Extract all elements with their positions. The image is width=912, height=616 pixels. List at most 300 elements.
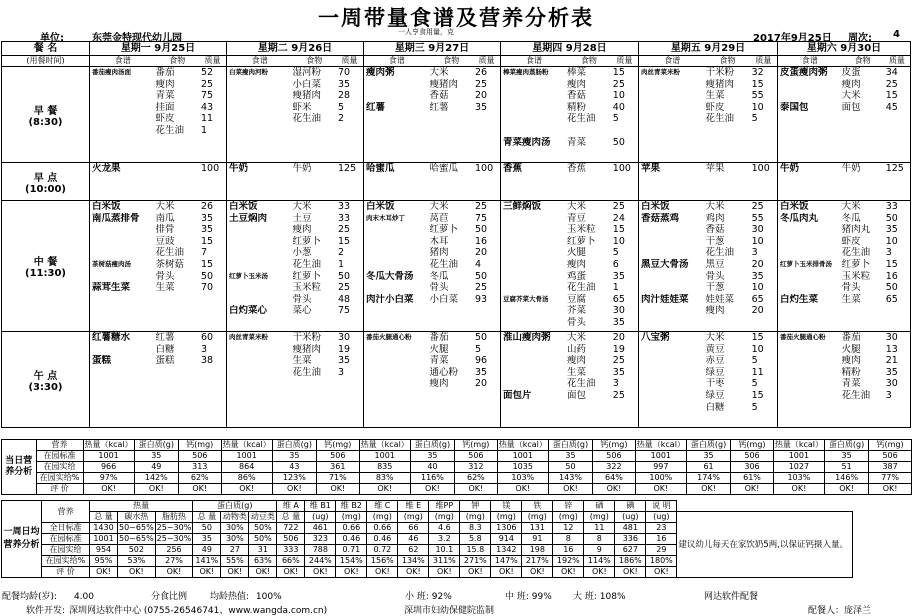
food-row xyxy=(640,113,776,125)
day-subheader xyxy=(90,56,227,67)
dish-name: 南瓜蒸排骨 xyxy=(92,212,140,224)
weekly-subheader: (ug) xyxy=(646,512,677,523)
weekly-subheader: (mg) xyxy=(522,512,553,523)
daily-value: 146% xyxy=(824,473,868,484)
weekly-value: 31 xyxy=(249,545,277,556)
food-name: 大米 xyxy=(841,201,861,212)
weekly-value: 35 xyxy=(193,534,221,545)
daily-nutrition-table xyxy=(1,439,912,495)
dish-name xyxy=(502,317,566,329)
food-weight: 25 xyxy=(201,78,214,90)
daily-col-header: 钙(mg) xyxy=(178,440,221,451)
daily-value: 387 xyxy=(869,462,912,473)
daily-value: 313 xyxy=(178,462,221,473)
food-row xyxy=(779,79,909,91)
food-name: 红薯 xyxy=(155,332,175,343)
day-header: 星期二 9月26日 xyxy=(227,42,364,56)
dish-name xyxy=(228,79,291,91)
food-row xyxy=(365,282,499,294)
footer-big-class: 大 班: 108% xyxy=(573,592,626,602)
food-name: 鸡蛋 xyxy=(566,270,586,282)
weekly-col-header: 硒 xyxy=(584,501,615,512)
food-row xyxy=(779,90,909,102)
food-name: 骨头 xyxy=(705,270,725,282)
food-row xyxy=(228,213,362,225)
food-row xyxy=(365,367,499,379)
subheader-weight: 质量 xyxy=(204,56,221,65)
weekly-subheader: 总 量 xyxy=(277,512,305,523)
weekly-value: 0.46 xyxy=(367,534,398,545)
weekly-subheader: (mg) xyxy=(429,512,460,523)
dish-name xyxy=(640,305,704,317)
food-row xyxy=(91,344,225,356)
dish-name xyxy=(228,282,291,294)
weekly-value: 50% xyxy=(249,523,277,534)
daily-value: 1035 xyxy=(497,462,548,473)
subheader-food: 食物 xyxy=(306,56,323,65)
dish-name xyxy=(365,79,428,91)
food-weight: 3 xyxy=(612,378,619,390)
daily-value: 306 xyxy=(731,462,774,473)
food-weight: 55 xyxy=(751,212,764,224)
food-name: 香菇 xyxy=(566,90,586,102)
dish-name xyxy=(502,224,566,236)
food-weight: 15 xyxy=(612,67,625,78)
weekly-value: 1342 xyxy=(491,545,522,556)
daily-value: 40 xyxy=(410,462,454,473)
food-weight: 35 xyxy=(475,101,488,113)
dish-name xyxy=(228,236,291,248)
weekly-col-header: 锌 xyxy=(553,501,584,512)
food-name: 瘦猪肉 xyxy=(705,78,734,90)
weekly-value: 192% xyxy=(553,556,584,567)
food-weight: 100 xyxy=(612,163,631,174)
daily-col-header: 蛋白质(g) xyxy=(134,440,178,451)
dish-name xyxy=(228,344,291,356)
daily-value: OK! xyxy=(83,484,134,495)
food-row xyxy=(779,355,909,367)
food-row xyxy=(228,332,362,344)
weekly-value: OK! xyxy=(398,567,429,578)
subheader-food: 食物 xyxy=(169,56,186,65)
weekly-value: 1306 xyxy=(491,523,522,534)
weekly-value: 15.8 xyxy=(460,545,491,556)
daily-value: 103% xyxy=(773,473,824,484)
dish-name xyxy=(779,79,841,91)
dish-name xyxy=(228,102,291,114)
daily-label: 当日营养分析 xyxy=(2,440,37,495)
weekly-subheader: (mg) xyxy=(336,512,367,523)
weekly-col-header: 钾 xyxy=(460,501,491,512)
dish-name xyxy=(640,90,704,102)
portion-note: 一人亨食用量，克 xyxy=(398,28,454,36)
food-weight: 25 xyxy=(612,389,625,401)
food-row xyxy=(502,332,637,344)
weekly-value: 25~30% xyxy=(156,534,192,543)
food-name: 玉米粒 xyxy=(292,282,321,294)
food-name: 花生油 xyxy=(155,124,184,136)
dish-name xyxy=(365,367,428,379)
food-weight: 10 xyxy=(751,282,764,294)
weekly-subheader: 动豆类 xyxy=(250,512,275,521)
meal-time: (3:30) xyxy=(28,381,63,393)
food-weight: 75 xyxy=(338,305,351,317)
food-name: 山药 xyxy=(566,343,586,355)
food-weight: 50 xyxy=(338,270,351,282)
subheader-weight: 质量 xyxy=(341,56,358,65)
food-name: 冬瓜 xyxy=(841,212,861,224)
daily-col-header: 蛋白质(g) xyxy=(824,440,868,451)
day-subheader xyxy=(227,56,364,67)
daily-col-header: 热量（kcal） xyxy=(636,440,685,449)
food-weight: 48 xyxy=(338,293,351,305)
food-weight: 21 xyxy=(885,355,898,367)
food-weight: 5 xyxy=(612,247,619,259)
daily-value: 1001 xyxy=(359,451,410,462)
food-name: 通心粉 xyxy=(429,366,458,378)
unit-name: 东莞金特现代幼儿园 xyxy=(92,33,182,44)
dish-name xyxy=(228,224,291,236)
daily-value: OK! xyxy=(359,484,410,495)
daily-value: 83% xyxy=(359,473,410,484)
food-row xyxy=(91,355,225,367)
daily-value: OK! xyxy=(455,484,498,495)
food-weight: 32 xyxy=(751,67,764,78)
weekly-value: 0.66 xyxy=(336,523,367,534)
food-name: 花生油 xyxy=(566,113,596,125)
weekly-value: 180% xyxy=(646,556,677,567)
weekly-value: 147% xyxy=(491,556,522,567)
weekly-value: 46 xyxy=(398,534,429,545)
day-header: 星期四 9月28日 xyxy=(501,42,639,56)
weekly-value: 50~65% xyxy=(119,534,154,543)
food-row xyxy=(640,67,776,79)
food-name: 花生油 xyxy=(705,113,734,125)
dish-name xyxy=(502,90,566,102)
food-row xyxy=(91,163,225,175)
weekly-value: 5.8 xyxy=(460,534,491,545)
food-name: 大米 xyxy=(155,201,175,212)
food-row xyxy=(91,213,225,225)
daily-value: 35 xyxy=(824,451,868,462)
food-name: 红萝卜 xyxy=(841,258,871,270)
dish-name xyxy=(228,259,291,271)
subheader-food: 食物 xyxy=(443,56,460,65)
food-name: 虾皮 xyxy=(841,235,861,247)
meal-label xyxy=(2,201,90,332)
weekly-value: 0.46 xyxy=(336,534,367,545)
dish-name: 冬瓜肉丸 xyxy=(780,212,819,224)
food-name: 面包 xyxy=(566,389,586,401)
food-weight: 20 xyxy=(475,247,488,259)
food-row xyxy=(779,332,909,344)
food-row xyxy=(91,125,225,137)
weekly-subheader: 总 量 xyxy=(90,512,118,523)
daily-value: 97% xyxy=(83,473,134,484)
page-title: 一周带量食谱及营养分析表 xyxy=(318,6,594,30)
daily-value: 174% xyxy=(686,473,730,484)
food-name: 瘦肉 xyxy=(566,258,586,270)
food-weight: 25 xyxy=(612,78,625,90)
footer-ratio: 分食比例 xyxy=(151,592,188,602)
food-row xyxy=(228,224,362,236)
weekly-subheader: (mg) xyxy=(553,512,584,523)
food-row xyxy=(502,390,637,402)
weekly-note-title: 说 明 xyxy=(646,501,677,512)
dish-name xyxy=(502,344,566,356)
weekly-label: 一周日均营养分析 xyxy=(2,501,42,578)
food-row xyxy=(640,390,776,402)
food-row xyxy=(91,282,225,294)
food-name: 瘦肉 xyxy=(292,224,312,236)
dish-name xyxy=(502,271,566,283)
daily-value: 71% xyxy=(316,473,359,484)
meal-label xyxy=(2,332,90,428)
food-row xyxy=(502,236,637,248)
food-weight: 20 xyxy=(751,258,764,270)
footer-small-class: 小 班: 92% xyxy=(405,592,452,602)
food-row xyxy=(640,355,776,367)
dish-name xyxy=(228,367,291,379)
food-name: 黄豆 xyxy=(705,343,725,355)
daily-value: 61 xyxy=(686,462,730,473)
food-weight: 26 xyxy=(201,201,214,212)
food-weight: 15 xyxy=(885,90,898,102)
food-row xyxy=(365,259,499,271)
food-name: 大米 xyxy=(429,67,449,78)
food-name: 木耳 xyxy=(429,235,449,247)
food-name: 绿豆 xyxy=(705,366,725,378)
food-row xyxy=(91,90,225,102)
dish-name: 淮山瘦肉粥 xyxy=(503,332,551,343)
food-name: 娃娃菜 xyxy=(705,293,734,305)
footer-cook: 配餐人：庞泽兰 xyxy=(808,606,872,616)
meal-day-cell xyxy=(501,163,639,201)
food-row xyxy=(779,67,909,79)
weekly-value: 1001 xyxy=(90,534,118,545)
food-row xyxy=(779,247,909,259)
food-weight: 30 xyxy=(885,378,898,390)
weekly-subheader: (ug) xyxy=(615,512,646,523)
day-header: 星期六 9月30日 xyxy=(778,42,911,56)
weekly-subheader: (mg) xyxy=(460,512,491,523)
food-row xyxy=(502,224,637,236)
daily-col-header: 钙(mg) xyxy=(455,440,498,451)
food-row xyxy=(502,305,637,317)
dish-name xyxy=(228,90,291,102)
food-row xyxy=(640,367,776,379)
food-name: 芥菜 xyxy=(566,305,586,317)
food-name: 蛋糕 xyxy=(155,355,175,367)
food-weight: 100 xyxy=(201,163,220,174)
day-header: 星期三 9月27日 xyxy=(364,42,501,56)
food-weight: 20 xyxy=(612,332,625,343)
dish-name: 香蕉 xyxy=(503,163,523,174)
daily-col-header: 热量（kcal） xyxy=(360,440,409,449)
daily-value: OK! xyxy=(548,484,592,495)
food-row xyxy=(365,344,499,356)
dish-name xyxy=(365,378,428,390)
food-row xyxy=(91,102,225,114)
food-name: 面包 xyxy=(841,101,861,113)
food-row xyxy=(502,317,637,329)
food-name: 棒菜 xyxy=(566,67,586,78)
dish-name xyxy=(779,282,841,294)
subheader-recipe: 食谱 xyxy=(664,56,681,65)
food-name: 鸡肉 xyxy=(705,212,725,224)
food-row xyxy=(365,355,499,367)
dish-name xyxy=(640,236,704,248)
meal-name: 午 点 xyxy=(33,370,58,382)
food-name: 火腿 xyxy=(566,247,586,259)
food-name: 菜心 xyxy=(292,305,312,317)
weekly-value: 8 xyxy=(553,534,584,545)
weekly-col-header: 碘 xyxy=(615,501,646,512)
footer-developer: 软件开发: 深圳网达软件中心 (0755-26546741、www.wangda.com.cn) xyxy=(26,606,328,616)
food-weight: 50 xyxy=(885,212,898,224)
food-name: 花生油 xyxy=(155,247,184,259)
weekly-value: 16 xyxy=(553,545,584,556)
food-row xyxy=(228,201,362,213)
food-weight: 30 xyxy=(751,224,764,236)
meal-time: (10:00) xyxy=(25,183,66,195)
food-name: 香菇 xyxy=(429,90,449,102)
food-name: 赤豆 xyxy=(705,355,725,367)
food-weight: 3 xyxy=(885,389,892,401)
dish-name: 皮蛋瘦肉粥 xyxy=(780,67,828,78)
subheader-weight: 质量 xyxy=(888,56,905,65)
day-subheader xyxy=(364,56,501,67)
food-name: 花生油 xyxy=(292,258,321,270)
food-name: 大米 xyxy=(705,201,725,212)
daily-value: 64% xyxy=(593,473,636,484)
weekly-row-label: 评 价 xyxy=(42,567,90,578)
weekly-value: 25~30% xyxy=(156,523,192,532)
food-weight: 70 xyxy=(338,67,351,78)
dish-name xyxy=(365,259,428,271)
weekly-value: 23 xyxy=(646,523,677,534)
food-row xyxy=(779,294,909,306)
food-weight: 10 xyxy=(612,90,625,102)
food-weight: 75 xyxy=(201,90,214,102)
dish-name xyxy=(502,125,566,137)
food-row xyxy=(640,102,776,114)
food-weight xyxy=(612,125,637,137)
food-row xyxy=(640,224,776,236)
dish-name xyxy=(91,125,154,137)
food-weight: 100 xyxy=(751,163,770,174)
food-row xyxy=(365,247,499,259)
food-name: 青菜 xyxy=(841,378,861,390)
dish-name: 泰国包 xyxy=(780,101,809,113)
daily-value: 361 xyxy=(316,462,359,473)
meal-day-cell xyxy=(778,163,911,201)
weekly-value: 114% xyxy=(584,556,615,567)
food-weight: 28 xyxy=(338,90,351,102)
food-weight: 13 xyxy=(885,343,898,355)
food-name: 火腿 xyxy=(429,343,449,355)
subheader-weight: 质量 xyxy=(616,56,633,65)
meal-day-cell xyxy=(639,332,778,428)
dish-name: 面包片 xyxy=(503,389,532,401)
food-name: 黑豆 xyxy=(705,258,725,270)
food-row xyxy=(502,113,637,125)
food-weight: 15 xyxy=(885,258,898,270)
food-row xyxy=(228,236,362,248)
food-weight: 15 xyxy=(751,389,764,401)
food-name: 大米 xyxy=(841,90,861,102)
food-name: 青菜 xyxy=(155,90,175,102)
food-name: 牛奶 xyxy=(292,163,312,174)
daily-value: 50 xyxy=(548,462,592,473)
food-weight: 26 xyxy=(475,67,488,78)
daily-value: 62% xyxy=(455,473,498,484)
food-name: 虾皮 xyxy=(155,113,175,125)
food-row xyxy=(502,137,637,149)
food-name: 玉米粒 xyxy=(566,224,596,236)
dish-name xyxy=(640,378,704,390)
food-name: 冬瓜 xyxy=(429,270,449,282)
food-weight: 33 xyxy=(338,212,351,224)
weekly-value: 29 xyxy=(646,545,677,556)
food-row xyxy=(228,67,362,79)
weekly-value: 12 xyxy=(553,523,584,534)
food-weight: 5 xyxy=(338,101,345,113)
food-name: 骨头 xyxy=(292,293,312,305)
food-weight: 35 xyxy=(338,78,351,90)
food-name: 虾米 xyxy=(292,101,312,113)
dish-name: 蒜茸生菜 xyxy=(92,282,131,294)
food-row xyxy=(228,294,362,306)
food-name: 花生油 xyxy=(566,378,596,390)
weekly-value: OK! xyxy=(249,567,277,578)
weekly-value: 311% xyxy=(429,556,460,567)
daily-value: OK! xyxy=(178,484,221,495)
weekly-value: 336 xyxy=(615,534,646,545)
dish-name xyxy=(779,271,841,283)
dish-name: 瘦肉粥 xyxy=(366,67,395,78)
dish-name xyxy=(91,90,154,102)
food-row xyxy=(502,344,637,356)
food-name: 香蕉 xyxy=(566,163,586,174)
daily-col-header: 钙(mg) xyxy=(593,440,636,451)
food-weight: 35 xyxy=(612,270,625,282)
food-name: 花生油 xyxy=(292,113,321,125)
dish-name xyxy=(91,113,154,125)
food-name xyxy=(154,163,200,175)
dish-name: 青菜瘦肉汤 xyxy=(503,136,551,148)
food-row xyxy=(502,163,637,175)
food-row xyxy=(640,259,776,271)
meal-day-cell xyxy=(778,67,911,163)
weekly-subheader: 动物类 xyxy=(222,512,247,521)
daily-value: 506 xyxy=(731,451,774,462)
food-row xyxy=(640,79,776,91)
daily-value: OK! xyxy=(316,484,359,495)
food-weight: 75 xyxy=(475,212,488,224)
weekly-value: 627 xyxy=(615,545,646,556)
daily-col-header: 热量（kcal） xyxy=(774,440,823,449)
food-row xyxy=(228,247,362,259)
dish-name xyxy=(640,390,704,402)
weekly-value: OK! xyxy=(367,567,398,578)
food-name: 大米 xyxy=(429,201,449,212)
food-row xyxy=(365,294,499,306)
food-weight: 20 xyxy=(751,305,764,317)
daily-row-label: 在园实给 xyxy=(36,462,83,473)
food-row xyxy=(640,236,776,248)
daily-value: 864 xyxy=(221,462,272,473)
